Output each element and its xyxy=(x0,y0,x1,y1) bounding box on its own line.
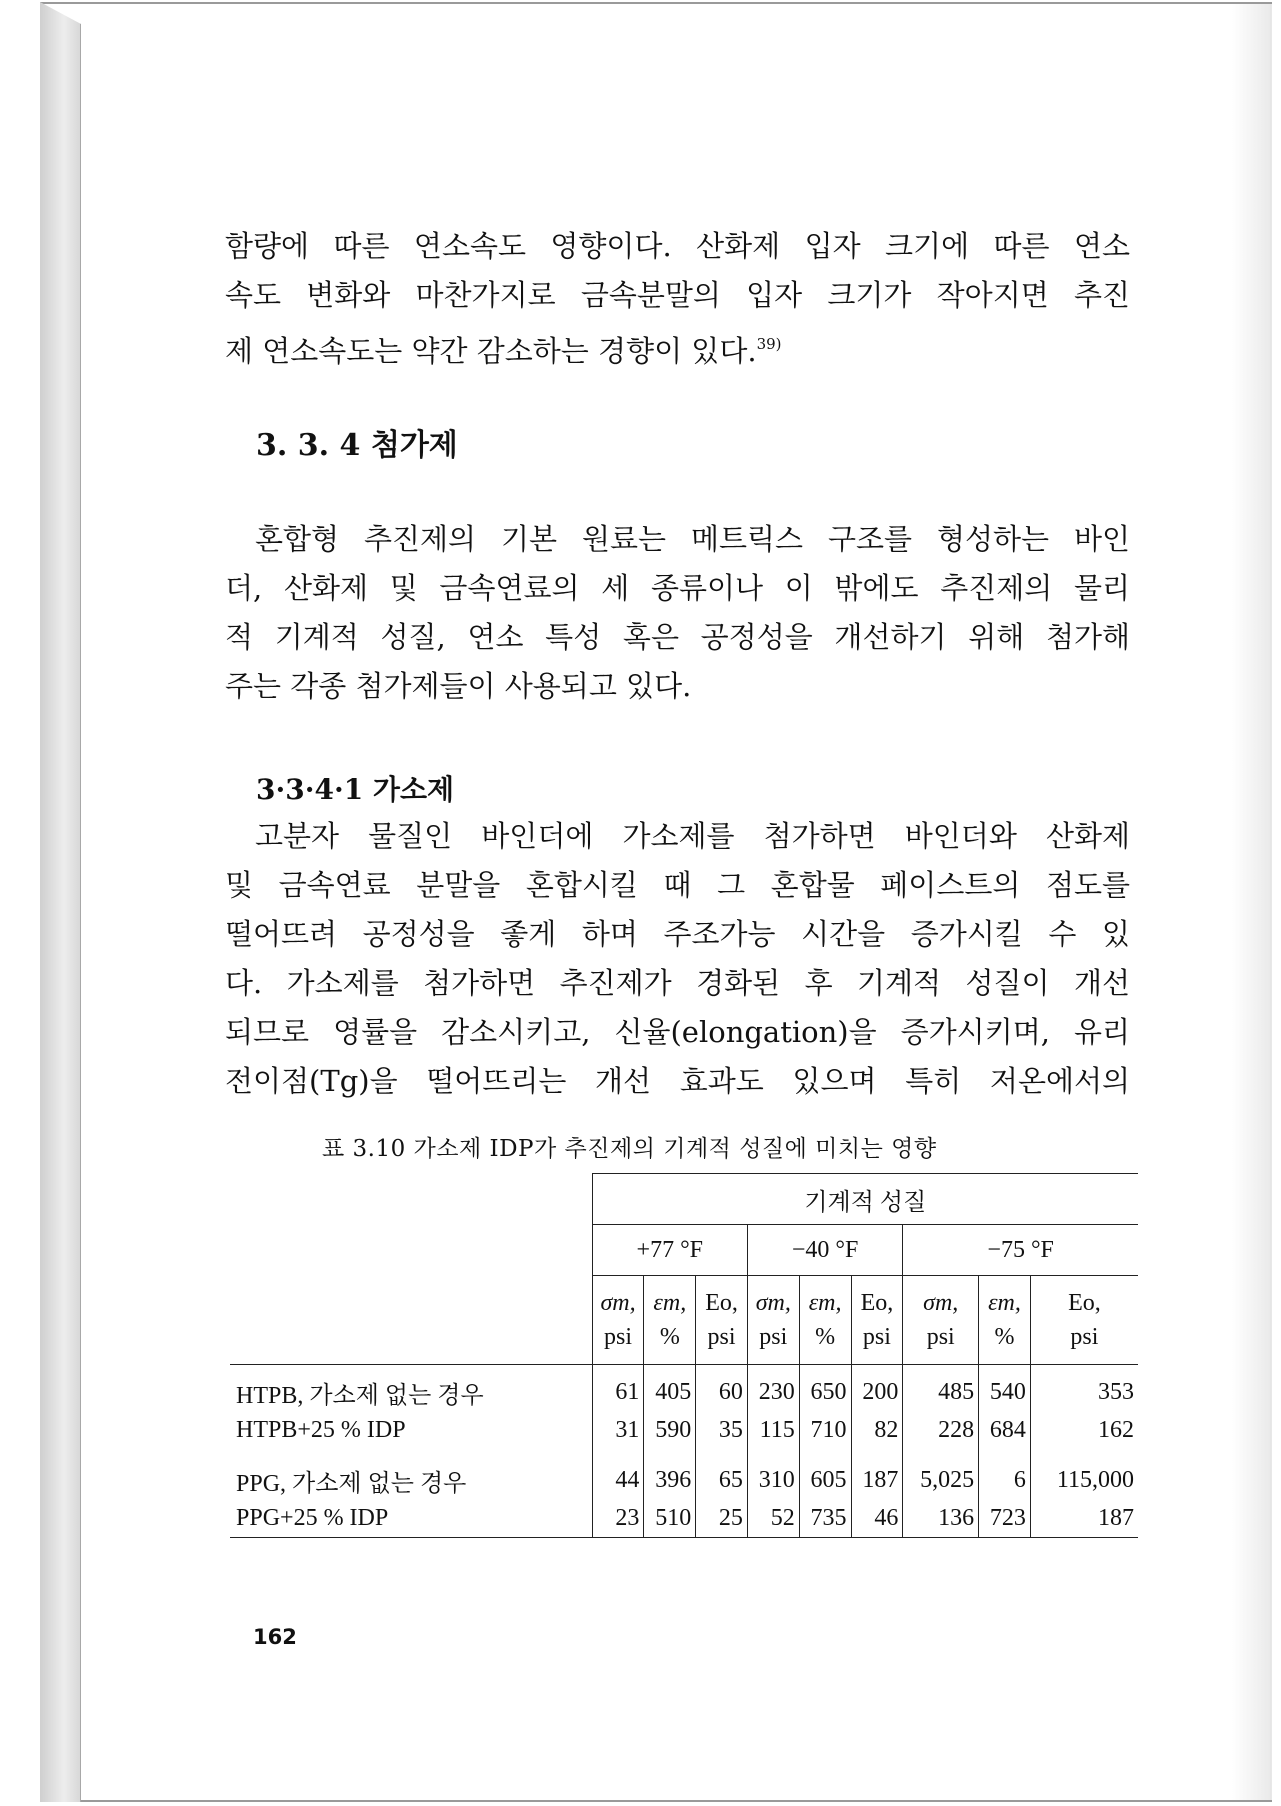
text-line: 전이점(Tg)을 떨어뜨리는 개선 효과도 있으며 특히 저온에서의 xyxy=(225,1064,1130,1098)
temp-header: −75 °F xyxy=(903,1225,1138,1276)
text-line: 고분자 물질인 바인더에 가소제를 첨가하면 바인더와 산화제 xyxy=(255,819,1130,853)
section-heading-additives: 3. 3. 4 첨가제 xyxy=(256,428,458,463)
table-cell: 353 xyxy=(1030,1365,1138,1412)
table-cell: 6 xyxy=(979,1461,1031,1499)
column-header xyxy=(592,1276,644,1365)
table-cell: 82 xyxy=(851,1411,903,1449)
column-header xyxy=(979,1276,1031,1365)
unit: psi xyxy=(759,1324,788,1350)
symbol: σm, xyxy=(755,1290,791,1316)
text-line: 혼합형 추진제의 기본 원료는 메트릭스 구조를 형성하는 바인 xyxy=(255,522,1130,556)
column-header xyxy=(799,1276,851,1365)
unit: psi xyxy=(707,1324,736,1350)
table-cell: 200 xyxy=(851,1365,903,1412)
table-cell: 187 xyxy=(851,1461,903,1499)
table-cell: 60 xyxy=(696,1365,748,1412)
paragraph-combustion xyxy=(225,222,1130,376)
table-cell: 485 xyxy=(903,1365,979,1412)
table-caption: 표 3.10 가소제 IDP가 추진제의 기계적 성질에 미치는 영향 xyxy=(322,1136,937,1162)
table-cell: 52 xyxy=(747,1499,799,1538)
table-cell: 162 xyxy=(1030,1411,1138,1449)
row-gap xyxy=(230,1449,1138,1461)
text-line: 함량에 따른 연소속도 영향이다. 산화제 입자 크기에 따른 연소 xyxy=(225,229,1130,263)
unit: psi xyxy=(604,1324,633,1350)
table-cell: 540 xyxy=(979,1365,1031,1412)
table-cell: 5,025 xyxy=(903,1461,979,1499)
table-cell: 310 xyxy=(747,1461,799,1499)
row-label: PPG, 가소제 없는 경우 xyxy=(236,1470,467,1497)
table-cell: 61 xyxy=(592,1365,644,1412)
table-cell: 44 xyxy=(592,1461,644,1499)
text-line: 적 기계적 성질, 연소 특성 혹은 공정성을 개선하기 위해 첨가해 xyxy=(225,620,1130,654)
text-line: 주는 각종 첨가제들이 사용되고 있다. xyxy=(225,669,692,703)
page-edge-shadow xyxy=(1232,4,1272,1800)
symbol: Eo, xyxy=(1068,1290,1101,1316)
text-line xyxy=(225,320,1130,376)
unit: % xyxy=(994,1324,1015,1350)
column-header xyxy=(696,1276,748,1365)
page-number: 162 xyxy=(253,1625,297,1649)
paragraph-additives xyxy=(225,515,1130,711)
table-cell: 228 xyxy=(903,1411,979,1449)
table-cell: 187 xyxy=(1030,1499,1138,1538)
column-header xyxy=(747,1276,799,1365)
temp-header: +77 °F xyxy=(592,1225,747,1276)
table-cell: 136 xyxy=(903,1499,979,1538)
subsection-heading-plasticizer: 3·3·4·1 가소제 xyxy=(256,773,455,806)
table-cell: 65 xyxy=(696,1461,748,1499)
text-line: 떨어뜨려 공정성을 좋게 하며 주조가능 시간을 증가시킬 수 있 xyxy=(225,917,1130,951)
table-cell: 396 xyxy=(644,1461,696,1499)
book-spine xyxy=(40,2,81,1802)
symbol: Eo, xyxy=(705,1290,738,1316)
reference-marker: 39) xyxy=(756,335,782,353)
column-header xyxy=(903,1276,979,1365)
table-row xyxy=(230,1365,1138,1412)
unit: psi xyxy=(862,1324,891,1350)
text-line: 및 금속연료 분말을 혼합시킬 때 그 혼합물 페이스트의 점도를 xyxy=(225,868,1130,902)
text-line-body: 제 연소속도는 약간 감소하는 경향이 있다. xyxy=(225,334,757,368)
group-header: 기계적 성질 xyxy=(592,1174,1138,1225)
text-line: 되므로 영률을 감소시키고, 신율(elongation)을 증가시키며, 유리 xyxy=(225,1015,1130,1049)
symbol: Eo, xyxy=(860,1290,894,1316)
unit: % xyxy=(815,1324,836,1350)
table-cell: 35 xyxy=(696,1411,748,1449)
table-cell: 25 xyxy=(696,1499,748,1538)
symbol: σm, xyxy=(600,1290,636,1316)
table-row xyxy=(230,1411,1138,1449)
table-cell: 46 xyxy=(851,1499,903,1538)
symbol: σm, xyxy=(923,1290,959,1316)
text-line: 다. 가소제를 첨가하면 추진제가 경화된 후 기계적 성질이 개선 xyxy=(225,966,1130,1000)
table-cell: 723 xyxy=(979,1499,1031,1538)
column-header xyxy=(644,1276,696,1365)
table-cell: 510 xyxy=(644,1499,696,1538)
table-row xyxy=(230,1499,1138,1538)
table-cell: 710 xyxy=(799,1411,851,1449)
symbol: εm, xyxy=(988,1290,1021,1316)
table-cell: 230 xyxy=(747,1365,799,1412)
header-blank xyxy=(230,1225,592,1276)
column-header xyxy=(1030,1276,1138,1365)
symbol: εm, xyxy=(808,1290,842,1316)
unit: % xyxy=(659,1324,680,1350)
header-blank xyxy=(230,1276,592,1365)
column-header xyxy=(851,1276,903,1365)
table-cell: 31 xyxy=(592,1411,644,1449)
row-label: HTPB, 가소제 없는 경우 xyxy=(236,1382,484,1409)
table-cell: 23 xyxy=(592,1499,644,1538)
text-line: 더, 산화제 및 금속연료의 세 종류이나 이 밖에도 추진제의 물리 xyxy=(225,571,1130,605)
table-cell: 590 xyxy=(644,1411,696,1449)
text-line: 속도 변화와 마찬가지로 금속분말의 입자 크기가 작아지면 추진 xyxy=(225,278,1130,312)
table-cell: 684 xyxy=(979,1411,1031,1449)
temp-header: −40 °F xyxy=(747,1225,902,1276)
symbol: εm, xyxy=(653,1290,687,1316)
row-label: HTPB+25 % IDP xyxy=(236,1416,406,1443)
table-cell: 735 xyxy=(799,1499,851,1538)
table-cell: 115,000 xyxy=(1030,1461,1138,1499)
unit: psi xyxy=(926,1324,955,1350)
table-cell: 650 xyxy=(799,1365,851,1412)
header-blank xyxy=(230,1174,592,1225)
unit: psi xyxy=(1070,1324,1099,1350)
mechanical-properties-table xyxy=(230,1173,1138,1538)
table-cell: 605 xyxy=(799,1461,851,1499)
table-cell: 405 xyxy=(644,1365,696,1412)
row-label: PPG+25 % IDP xyxy=(236,1504,389,1531)
paragraph-plasticizer xyxy=(225,812,1130,1106)
table-cell: 115 xyxy=(747,1411,799,1449)
table-row xyxy=(230,1461,1138,1499)
